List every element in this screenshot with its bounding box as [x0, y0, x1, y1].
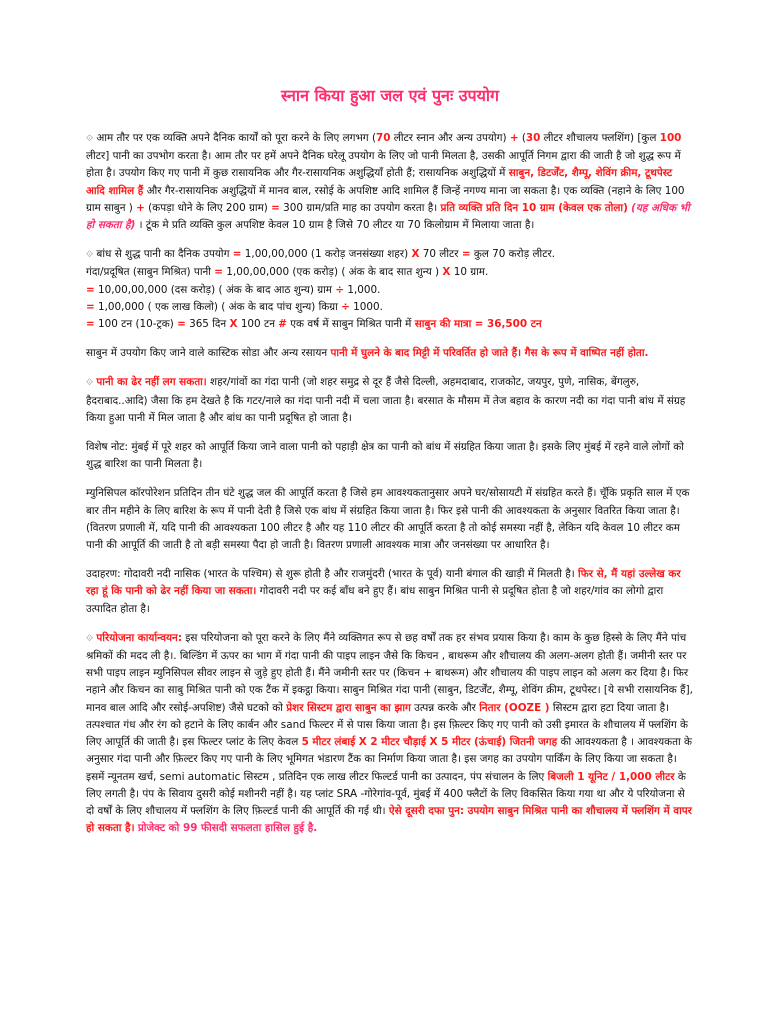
text-run: म्युनिसिपल कॉरपोरेशन प्रतिदिन तीन घंटे शुद्ध जल की आपूर्ति करता है जिसे हम आवश्यकतानुसार अपने घर/सोसायटी में संग्रहित करते हैं। चूँकि प्रकृति साल में एक बार तीन महीने के लिए बारिश के रूप में पानी देती है जिसे एक बांध में संग्रहित किया जाता है। फिर इसे पानी की आवश्यकता के अनुसार वितरित किया जाता है। (वितरण प्रणाली में, यदि पानी की आवश्यकता 100 लीटर है और यह 110 लीटर की आपूर्ति करता है तो कोई समस्या नहीं है, लेकिन यदि केवल 10 लीटर कम पानी की आपूर्ति की जाती है तो बड़ी समस्या पैदा हो जाती है। वितरण प्रणाली आवश्यक मात्रा और जनसंख्या पर आधारित है।	[86, 487, 690, 552]
text-run: 100 टन	[237, 318, 279, 331]
text-run: साबुन में उपयोग किए जाने वाले कास्टिक सोडा और अन्य रसायन	[86, 347, 331, 360]
paragraph-municipal-supply	[86, 485, 694, 554]
paragraph-special-note-mumbai	[86, 439, 694, 473]
highlighted-text: पानी में घुलने के बाद मिट्टी में परिवर्तित हो जाते हैं। गैस के रूप में वाष्पित नहीं होता.	[330, 347, 649, 360]
text-run: और गैर-रासायनिक अशुद्धियों में मानव बाल, रसोई के अपशिष्ट आदि शामिल हैं जिन्हें नगण्य माना जा सकता है। एक व्यक्ति (नहाने के लिए 100 ग्राम साबुन )	[86, 184, 685, 214]
text-run: 100 टन (10-ट्रक)	[94, 318, 178, 331]
text-run: 365 दिन	[185, 318, 230, 331]
text-run: इस परियोजना को पूरा करने के लिए मैंने व्यक्तिगत रूप से छह वर्षों तक हर संभव प्रयास किया है। काम के कुछ हिस्से के लिए मैंने पांच श्रमिकों की मदद ली है।. बिल्डिंग में ऊपर का भाग में गंदा पानी की पाइप लाइन जैसे कि किचन , बाथरूम और शौचालय की अलग-अलग होती हैं। जमीनी स्तर पर सभी पाइप लाइन म्युनिसिपल सीवर लाइन से जुड़े हुए होती हैं। मैंने जमीनी स्तर पर (किचन + बाथरूम) और शौचालय की पाइप लाइन को अलग कर दिया है। फिर नहाने और किचन का साबु मिश्रित पानी को एक टैंक में इकट्ठा किया। साबुन मिश्रित गंदा पानी (साबुन, डिटर्जेंट, शैम्पू, शेविंग क्रीम, टूथपेस्ट। [ये सभी रासायनिक हैं], मानव बाल आदि और रसोई-अपशिष्ट) जैसे घटको को	[86, 631, 693, 714]
highlighted-text: =	[271, 201, 280, 214]
highlighted-text: X	[229, 318, 238, 331]
highlighted-text: 100	[659, 132, 682, 144]
text-run: सिस्टम द्वारा हटा दिया जाता है। तत्पश्चात गंध और रंग को हटाने के लिए कार्बन और sand फिल्टर में से पास किया जाता है। इस फ़िल्टर किए गए पानी को उसी इमारत के शौचालय में फ्लशिंग के लिए आपूर्ति की जाती है। इस फिल्टर प्लांट के लिए केवल	[86, 701, 689, 749]
highlighted-text: = 36,500 टन	[474, 318, 542, 331]
calculation-line	[86, 299, 694, 316]
highlighted-text: 5 मीटर लंबाई X 2 मीटर चौड़ाई X 5 मीटर (ऊंचाई) जितनी जगह	[301, 736, 558, 749]
text-run: (कपड़ा धोने के लिए 200 ग्राम)	[144, 201, 272, 214]
highlighted-text: +	[509, 132, 519, 144]
calculation-line	[86, 282, 694, 299]
text-run: । टूंक मे प्रति व्यक्ति कुल अपशिष्ट केवल 10 ग्राम है जिसे 70 लीटर या 70 किलोग्राम में मिलाया जाता है।	[135, 219, 535, 232]
calculation-line	[86, 246, 694, 264]
calculation-line	[86, 264, 694, 281]
text-run: 10 ग्राम.	[450, 266, 489, 279]
text-run: 1,000.	[344, 283, 381, 296]
highlighted-text: साबुन, डिटर्जेंट, शैम्पू, शेविंग क्रीम, टूथपेस्ट आदि शामिल हैं	[86, 167, 673, 197]
paragraph-project-implementation	[86, 630, 694, 837]
highlighted-text: 70	[376, 132, 391, 144]
highlighted-text: नितार (OOZE )	[479, 701, 550, 714]
text-run: कुल 70 करोड़ लीटर.	[470, 248, 555, 261]
paragraph-water-cannot-pile	[86, 374, 694, 427]
highlighted-text: =	[86, 300, 95, 313]
text-run: लीटर स्नान और अन्य उपयोग)	[390, 132, 510, 144]
text-run: लीटर] पानी का उपभोग करता है। आम तौर पर हमें अपने दैनिक घरेलू उपयोग के लिए जो पानी मिलता है, उसकी आपूर्ति निगम द्वारा की जाती है जो शुद्ध रूप में होता है। उपयोग किए गए पानी में कुछ रासायनिक और गैर-रासायनिक अशुद्धियाँ होती हैं; रासायनिक अशुद्धियों में	[86, 150, 681, 180]
text-run: 1,00,00,000 (एक करोड़) ( अंक के बाद सात शुन्य )	[223, 266, 443, 279]
highlighted-text: बिजली 1 यूनिट / 1,000 लीटर	[547, 770, 675, 783]
highlighted-text: ÷	[335, 283, 345, 296]
text-run: 1,00,00,000 (1 करोड़ जनसंख्या शहर)	[241, 248, 412, 261]
highlighted-text: परियोजना कार्यान्वयन:	[96, 631, 182, 644]
text-run: 10,00,00,000 (दस करोड़) ( अंक के बाद आठ शुन्य) ग्राम	[94, 283, 336, 296]
highlighted-text: प्रोजेक्ट को 99 फीसदी सफलता हासिल हुई है.	[137, 822, 318, 835]
highlighted-text: ÷	[341, 300, 350, 313]
highlighted-text: पानी का ढेर नहीं लग सकता।	[96, 376, 207, 389]
text-run: बांध से शुद्ध पानी का दैनिक उपयोग	[93, 248, 233, 261]
highlighted-text: +	[136, 201, 145, 214]
text-run: एक वर्ष में साबुन मिश्रित पानी में	[286, 318, 415, 331]
paragraph-dam-water-calculation	[86, 246, 694, 333]
text-run: 70 लीटर	[419, 248, 462, 261]
calculation-line	[86, 316, 694, 333]
text-run: गंदा/प्रदूषित (साबुन मिश्रित) पानी	[86, 266, 215, 279]
text-run: 1,00,000 ( एक लाख किलो) ( अंक के बाद पांच शुन्य) किग्रा	[94, 300, 342, 313]
text-run: लीटर शौचालय फ्लशिंग) [कुल	[540, 132, 660, 144]
highlighted-text: =	[177, 318, 186, 331]
paragraph-caustic-soda	[86, 345, 694, 362]
highlighted-text: =	[461, 248, 471, 261]
highlighted-text: साबुन की मात्रा	[414, 318, 472, 331]
highlighted-text: (यह अधिक भी हो सकता है)	[86, 201, 690, 232]
highlighted-text: X	[442, 266, 451, 279]
highlighted-text: फिर से, मैं यहां उल्लेख कर रहा हूं कि पानी को ढेर नहीं किया जा सकता।	[86, 568, 681, 598]
highlighted-text: =	[86, 283, 95, 296]
highlighted-text: =	[214, 266, 223, 279]
diamond-bullet-icon: ⟐	[86, 378, 94, 389]
diamond-bullet-icon: ⟐	[86, 134, 94, 144]
highlighted-text: ऐसे दूसरी दफा पुन: उपयोग साबुन मिश्रित पानी का शौचालय में फ्लशिंग में वापर हो सकता है।	[86, 804, 692, 835]
text-run: 300 ग्राम/प्रति माह का उपयोग करता है।	[279, 201, 441, 214]
document-title: स्नान किया हुआ जल एवं पुनः उपयोग	[280, 86, 500, 105]
text-run: (	[518, 132, 526, 144]
text-run: उदाहरण: गोदावरी नदी नासिक (भारत के पश्चिम) से शुरू होती है और राजमुंदरी (भारत के पूर्व) यानी बंगाल की खाड़ी में मिलती है।	[86, 568, 578, 581]
text-run: के लिए लगती है। पंप के सिवाय दुसरी कोई मशीनरी नहीं है। यह प्लांट SRA -गोरेगांव-पूर्व, मुंबई में 400 फ्लैटों के लिए विकसित किया गया था और ये परियोजना से दो वर्षों के लिए शौचालय में फ्लशिंग के लिए फ़िल्टर्ड पानी की आपूर्ति की गई थी।	[86, 770, 686, 817]
text-run: आम तौर पर एक व्यक्ति अपने दैनिक कार्यों को पूरा करने के लिए लगभग (	[93, 132, 376, 144]
diamond-bullet-icon: ⟐	[86, 250, 94, 261]
paragraph-daily-water-usage	[86, 130, 694, 234]
highlighted-text: 30	[525, 132, 541, 144]
text-run: विशेष नोट: मुंबई में पूरे शहर को आपूर्ति किया जाने वाला पानी को पहाड़ी क्षेत्र का पानी को बांध में संग्रहित किया जाता है। इसके लिए मुंबई में रहने वाले लोगों को शुद्ध बारिश का पानी मिलता है।	[86, 441, 684, 471]
highlighted-text: =	[86, 318, 95, 331]
highlighted-text: X	[411, 248, 420, 261]
text-run: शहर/गांवों का गंदा पानी (जो शहर समुद्र से दूर हैं जैसे दिल्ली, अहमदाबाद, राजकोट, जयपुर, पुणे, नासिक, बेंगलुरु, हैदराबाद..आदि) जैसा कि हम देखते है कि गटर/नाले का गंदा पानी नदी में चला जाता है। बरसात के मौसम में तेज बहाव के कारण नदी का गंदा पानी बांध में संग्रह किया हुआ पानी में मिल जाता है और बांध का पानी प्रदूषित हो जाता है।	[86, 376, 686, 424]
text-run: उत्पन्न करके और	[410, 701, 480, 714]
diamond-bullet-icon: ⟐	[86, 633, 94, 644]
text-run: की आवश्यकता है । आवश्यकता के अनुसार गंदा पानी और फ़िल्टर किए गए पानी के लिए भूमिगत भंडारण टैंक का निर्माण किया जाता है। इस जगह का उपयोग पार्किंग के लिए किया जा सकता है। इसमें न्यूनतम खर्च, semi automatic सिस्टम , प्रतिदिन एक लाख लीटर फिल्टर्ड पानी का उत्पादन, पंप संचालन के लिए	[86, 736, 692, 783]
highlighted-text: #	[278, 318, 287, 331]
highlighted-text: प्रति व्यक्ति प्रति दिन 10 ग्राम (केवल एक तोला)	[440, 201, 628, 214]
highlighted-text: प्रेशर सिस्टम द्वारा साबुन का झाग	[286, 701, 411, 714]
text-run: गोदावरी नदी पर कई बाँध बने हुए हैं। बांध साबुन मिश्रित पानी से प्रदूषित होता है जो शहर/गांव का लोगो द्वारा उत्पादित होता है।	[86, 585, 664, 615]
text-run: 1000.	[349, 300, 383, 313]
paragraph-godavari-example	[86, 566, 694, 618]
highlighted-text: =	[232, 248, 242, 261]
